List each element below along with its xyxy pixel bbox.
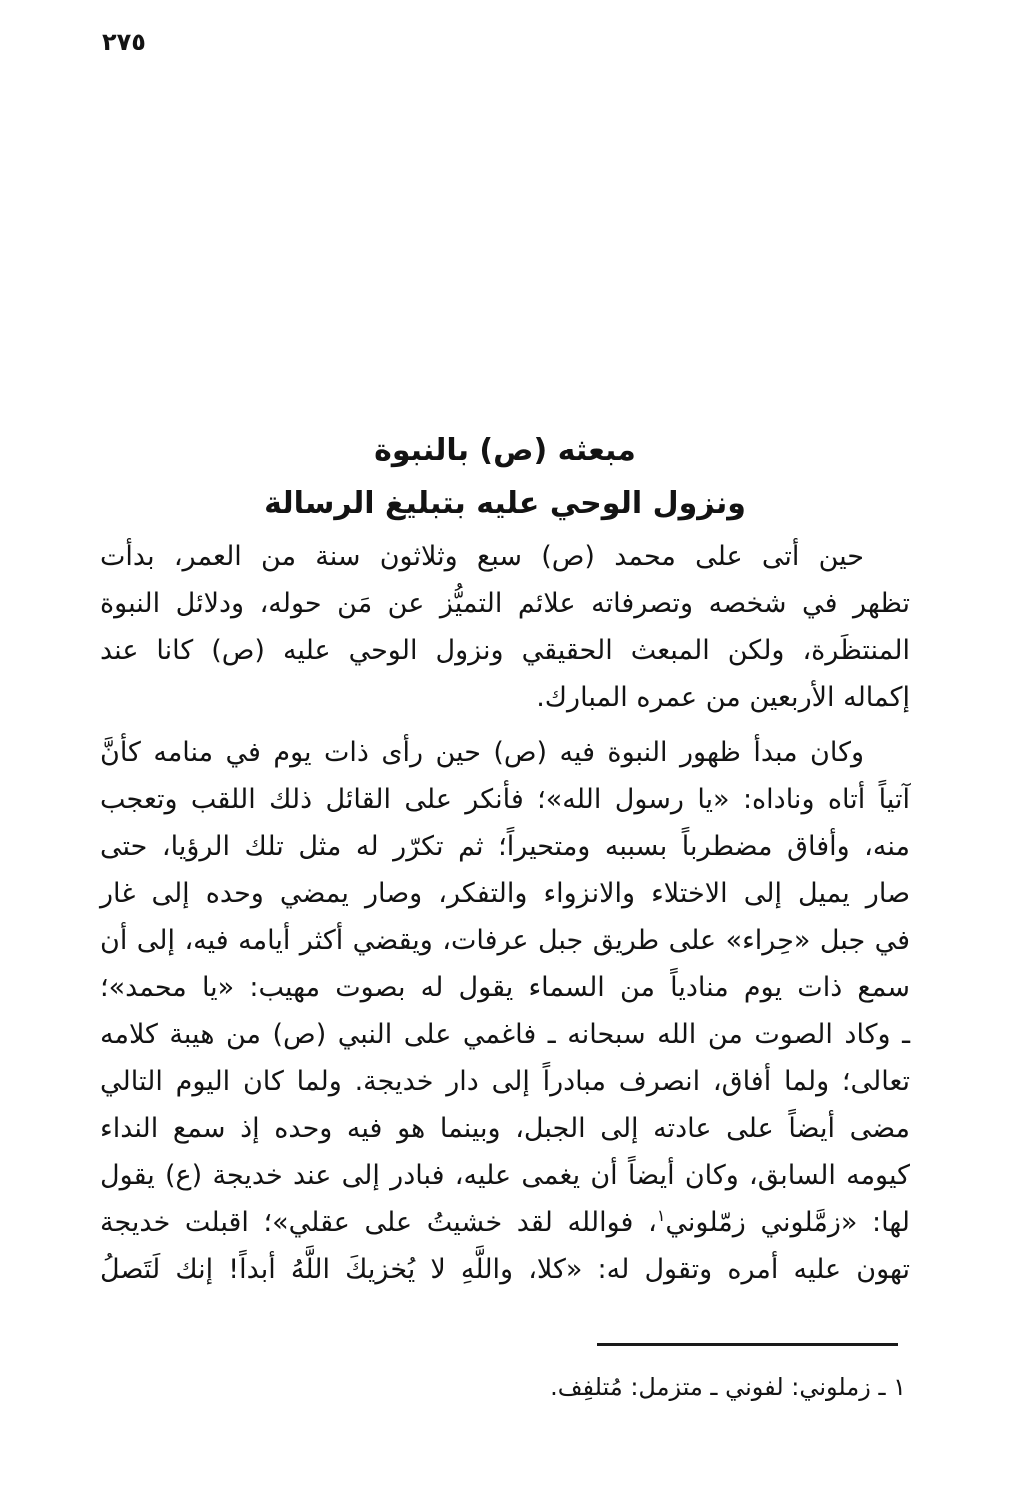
paragraph-2 (100, 729, 910, 1293)
body-line: كيومه السابق، وكان أيضاً أن يغمى عليه، فبادر إلى عند خديجة (ع) يقول (100, 1160, 910, 1191)
body-line-segment: ، فوالله لقد خشيتُ على عقلي»؛ اقبلت خديجة (100, 1207, 657, 1238)
body-line: تهون عليه أمره وتقول له: «كلا، واللَّهِ لا يُخزيكَ اللَّهُ أبداً! إنك لَتَصلُ (100, 1254, 910, 1285)
footnote-divider (597, 1343, 898, 1346)
body-line: إكماله الأربعين من عمره المبارك. (536, 682, 910, 713)
body-text (100, 533, 910, 1293)
body-line: المنتظَرة، ولكن المبعث الحقيقي ونزول الوحي عليه (ص) كانا عند (100, 635, 910, 666)
body-line: وكان مبدأ ظهور النبوة فيه (ص) حين رأى ذات يوم في منامه كأنَّ (100, 737, 864, 768)
chapter-title (100, 424, 910, 530)
body-line: ـ وكاد الصوت من الله سبحانه ـ فاغمي على النبي (ص) من هيبة كلامه (100, 1019, 910, 1050)
body-line: منه، وأفاق مضطرباً بسببه ومتحيراً؛ ثم تكرّر له مثل تلك الرؤيا، حتى (100, 831, 910, 862)
chapter-title-line2: ونزول الوحي عليه بتبليغ الرسالة (264, 486, 746, 521)
page-number: ٢٧٥ (102, 28, 146, 56)
body-line: حين أتى على محمد (ص) سبع وثلاثون سنة من العمر، بدأت (100, 541, 864, 572)
body-line: صار يميل إلى الاختلاء والانزواء والتفكر، وصار يمضي وحده إلى غار (100, 878, 910, 909)
paragraph-1 (100, 533, 910, 721)
body-line-with-footnote-ref (100, 1199, 910, 1246)
chapter-title-line1: مبعثه (ص) بالنبوة (374, 433, 636, 468)
footnote-reference: ١ (656, 1206, 666, 1225)
body-line: مضى أيضاً على عادته إلى الجبل، وبينما هو فيه وحده إذ سمع النداء (100, 1113, 910, 1144)
footnote: ١ ـ زملوني: لفوني ـ متزمل: مُتلفِف. (550, 1373, 906, 1401)
body-line: تعالى؛ ولما أفاق، انصرف مبادراً إلى دار خديجة. ولما كان اليوم التالي (100, 1066, 910, 1097)
body-line: سمع ذات يوم منادياً من السماء يقول له بصوت مهيب: «يا محمد»؛ (100, 972, 910, 1003)
body-line-segment: لها: «زمَّلوني زمّلوني (665, 1207, 911, 1238)
body-line: في جبل «حِراء» على طريق جبل عرفات، ويقضي أكثر أيامه فيه، إلى أن (100, 925, 910, 956)
body-line: آتياً أتاه وناداه: «يا رسول الله»؛ فأنكر على القائل ذلك اللقب وتعجب (100, 784, 910, 815)
body-line: تظهر في شخصه وتصرفاته علائم التميُّز عن مَن حوله، ودلائل النبوة (100, 588, 910, 619)
